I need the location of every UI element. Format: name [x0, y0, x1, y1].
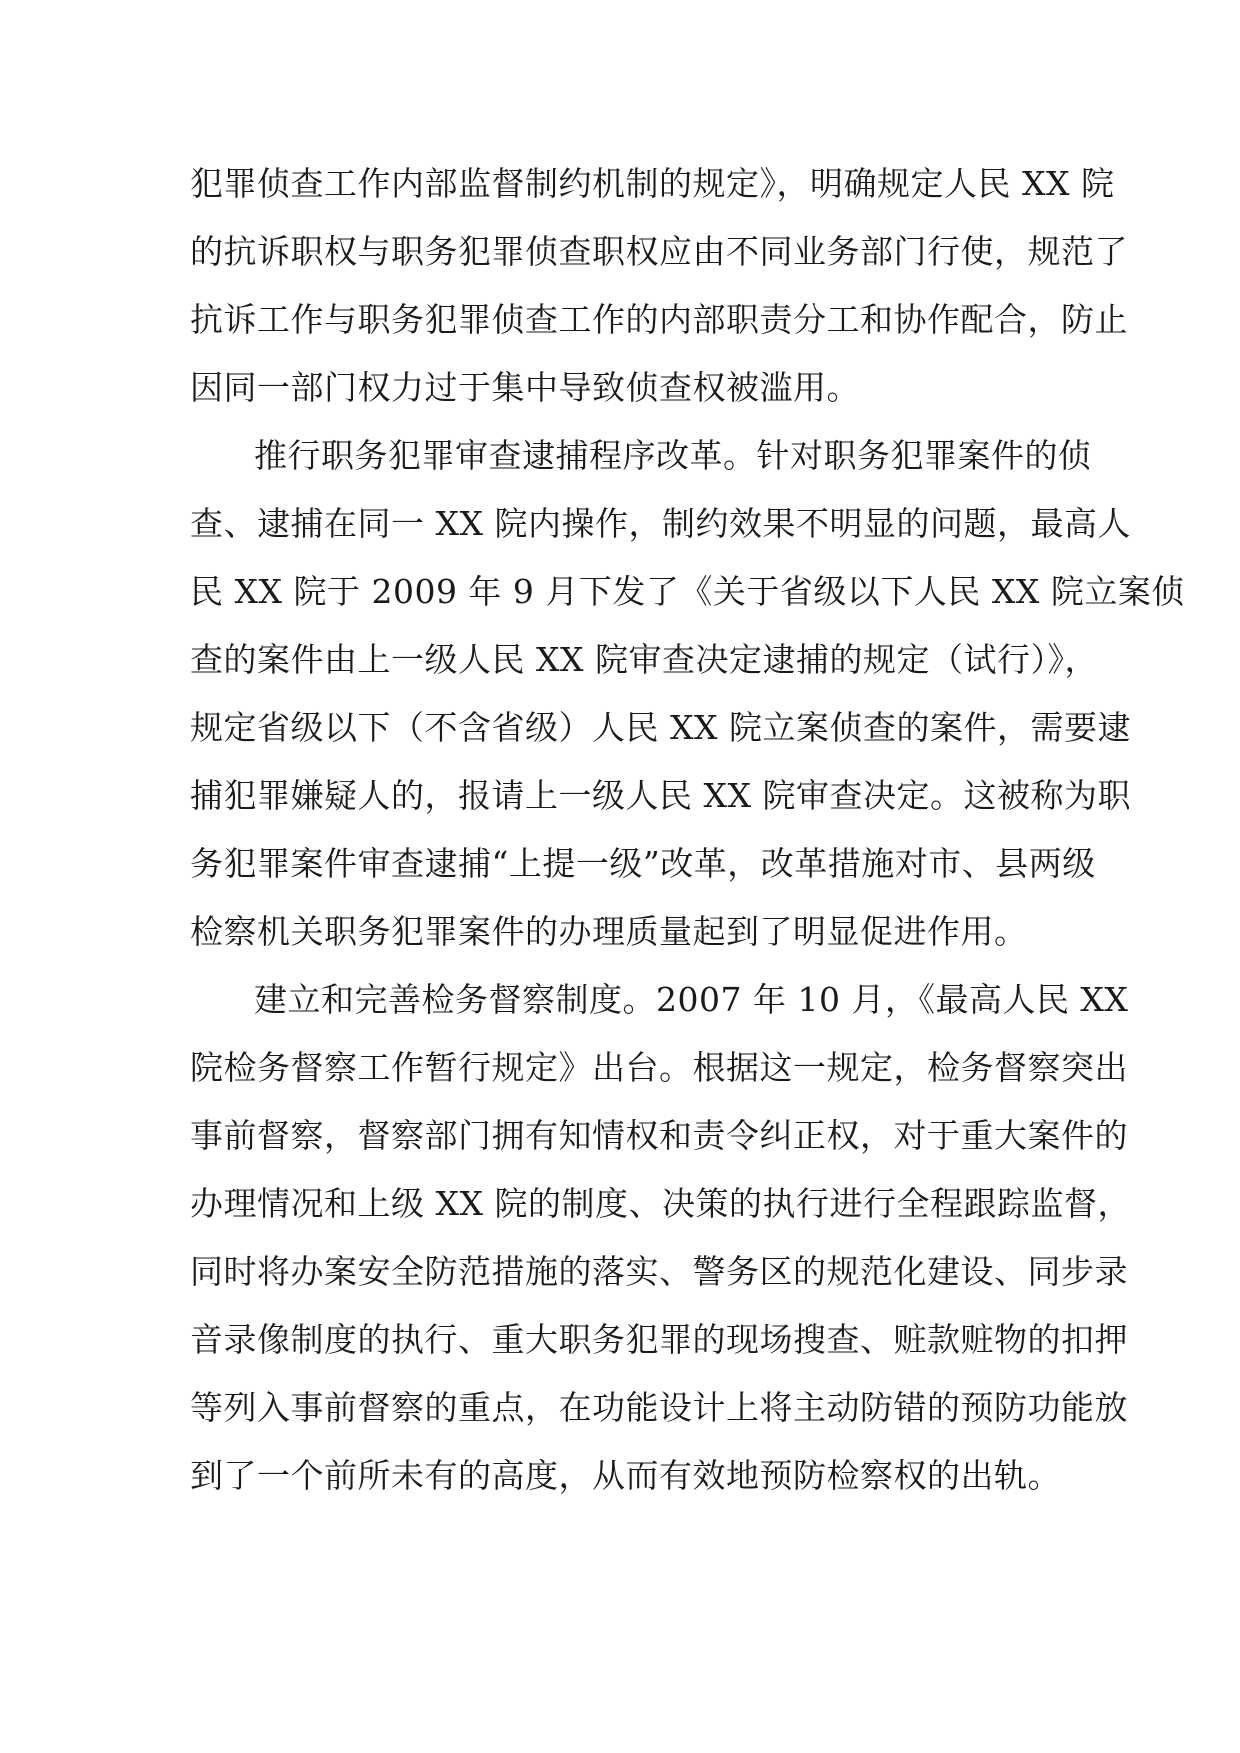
body-text: [190, 150, 1185, 1510]
paragraph-line: 推行职务犯罪审查逮捕程序改革。针对职务犯罪案件的侦: [254, 436, 1092, 475]
paragraph-line: 的抗诉职权与职务犯罪侦查职权应由不同业务部门行使，规范了: [190, 232, 1128, 271]
paragraph-line: 因同一部门权力过于集中导致侦查权被滥用。: [190, 368, 860, 407]
paragraph-line: 规定省级以下（不含省级）人民 XX 院立案侦查的案件，需要逮: [190, 708, 1131, 747]
paragraph-1: [190, 150, 1128, 422]
paragraph-line: 同时将办案安全防范措施的落实、警务区的规范化建设、同步录: [190, 1252, 1128, 1291]
paragraph-line: 建立和完善检务督察制度。2007 年 10 月，《最高人民 XX: [254, 980, 1129, 1019]
paragraph-line: 音录像制度的执行、重大职务犯罪的现场搜查、赃款赃物的扣押: [190, 1320, 1128, 1359]
paragraph-line: 等列入事前督察的重点，在功能设计上将主动防错的预防功能放: [190, 1388, 1128, 1427]
paragraph-line: 犯罪侦查工作内部监督制约机制的规定》，明确规定人民 XX 院: [190, 164, 1115, 203]
paragraph-line: 事前督察，督察部门拥有知情权和责令纠正权，对于重大案件的: [190, 1116, 1128, 1155]
paragraph-2: [190, 422, 1185, 966]
paragraph-line: 民 XX 院于 2009 年 9 月下发了《关于省级以下人民 XX 院立案侦: [190, 572, 1185, 611]
paragraph-line: 务犯罪案件审查逮捕“上提一级”改革，改革措施对市、县两级: [190, 844, 1096, 883]
paragraph-line: 捕犯罪嫌疑人的，报请上一级人民 XX 院审查决定。这被称为职: [190, 776, 1131, 815]
paragraph-3: [190, 966, 1131, 1510]
paragraph-line: 抗诉工作与职务犯罪侦查工作的内部职责分工和协作配合，防止: [190, 300, 1128, 339]
paragraph-line: 查、逮捕在同一 XX 院内操作，制约效果不明显的问题，最高人: [190, 504, 1131, 543]
paragraph-line: 到了一个前所未有的高度，从而有效地预防检察权的出轨。: [190, 1456, 1061, 1495]
paragraph-line: 院检务督察工作暂行规定》出台。根据这一规定，检务督察突出: [190, 1048, 1128, 1087]
paragraph-line: 查的案件由上一级人民 XX 院审查决定逮捕的规定（试行）》，: [190, 640, 1098, 679]
paragraph-line: 检察机关职务犯罪案件的办理质量起到了明显促进作用。: [190, 912, 1028, 951]
paragraph-line: 办理情况和上级 XX 院的制度、决策的执行进行全程跟踪监督，: [190, 1184, 1131, 1223]
